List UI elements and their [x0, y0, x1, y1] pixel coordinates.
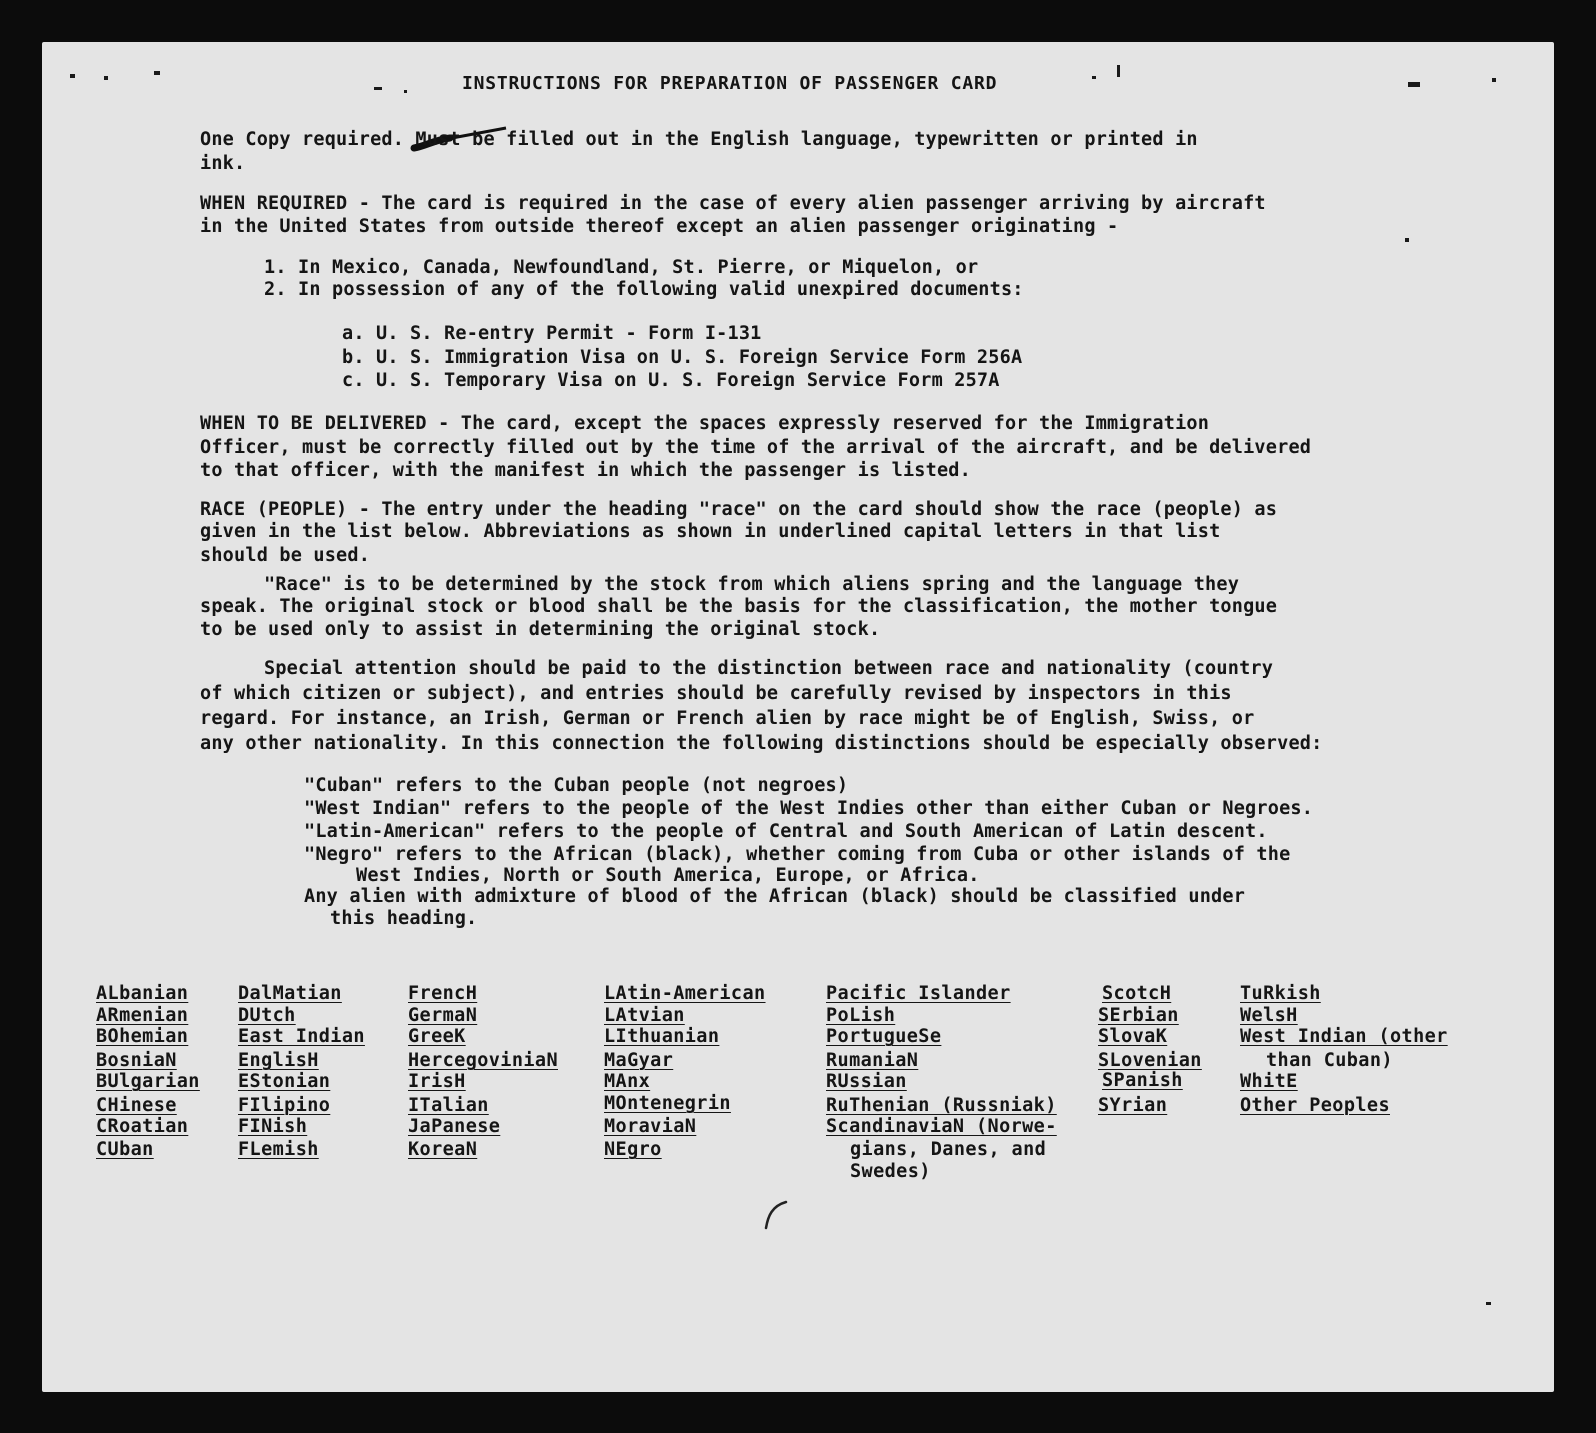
intro-line: ink.	[200, 153, 246, 174]
speck-mark	[104, 76, 108, 80]
race-people-line: given in the list below. Abbreviations as shown in underlined capital letters in that list	[200, 521, 1221, 542]
speck-mark	[374, 87, 382, 90]
race-entry: RUssian	[826, 1071, 907, 1092]
when-delivered-line: to that officer, with the manifest in which the passenger is listed.	[200, 460, 971, 481]
race-entry: Pacific Islander	[826, 983, 1011, 1004]
document-item: b. U. S. Immigration Visa on U. S. Foreign Service Form 256A	[342, 347, 1023, 368]
race-entry: RuThenian (Russniak)	[826, 1095, 1057, 1116]
race-entry: PortugueSe	[826, 1026, 942, 1047]
race-entry: WelsH	[1240, 1005, 1298, 1026]
speck-mark	[1486, 1302, 1491, 1305]
speck-mark	[1117, 65, 1120, 77]
race-entry: EStonian	[238, 1071, 331, 1092]
race-entry: ITalian	[408, 1095, 489, 1116]
race-entry: Other Peoples	[1240, 1095, 1390, 1116]
race-entry: SLovenian	[1098, 1050, 1202, 1071]
distinction-line: Any alien with admixture of blood of the African (black) should be classified under	[304, 886, 1246, 907]
race-people-line: should be used.	[200, 545, 371, 566]
race-entry: IrisH	[408, 1071, 466, 1092]
race-entry: BosniaN	[96, 1050, 177, 1071]
when-required-line: WHEN REQUIRED - The card is required in the case of every alien passenger arriving by aircraft	[200, 193, 1266, 214]
race-entry: CRoatian	[96, 1116, 189, 1137]
race-entry: than Cuban)	[1266, 1050, 1393, 1071]
special-attention-line: any other nationality. In this connection the following distinctions should be especially observed:	[200, 733, 1323, 754]
race-entry: CUban	[96, 1139, 154, 1160]
race-entry: ScandinaviaN (Norwe-	[826, 1116, 1057, 1137]
special-attention-line: Special attention should be paid to the distinction between race and nationality (country	[264, 658, 1274, 679]
origin-item: 2. In possession of any of the following valid unexpired documents:	[264, 279, 1024, 300]
origin-item: 1. In Mexico, Canada, Newfoundland, St. Pierre, or Miquelon, or	[264, 257, 979, 278]
race-entry: SErbian	[1098, 1005, 1179, 1026]
document-item: c. U. S. Temporary Visa on U. S. Foreign Service Form 257A	[342, 370, 1000, 391]
race-entry: LAtin-American	[604, 983, 766, 1004]
distinction-line: "Negro" refers to the African (black), whether coming from Cuba or other islands of the	[304, 844, 1291, 865]
distinction-line: "Cuban" refers to the Cuban people (not negroes)	[304, 775, 849, 796]
special-attention-line: regard. For instance, an Irish, German or French alien by race might be of English, Swiss, or	[200, 708, 1255, 729]
race-entry: FLemish	[238, 1139, 319, 1160]
speck-mark	[1092, 76, 1096, 79]
race-entry: FIlipino	[238, 1095, 331, 1116]
when-required-line: in the United States from outside thereof except an alien passenger originating -	[200, 216, 1119, 237]
race-entry: JaPanese	[408, 1116, 501, 1137]
race-entry: DUtch	[238, 1005, 296, 1026]
race-entry: ARmenian	[96, 1005, 189, 1026]
special-attention-line: of which citizen or subject), and entries should be carefully revised by inspectors in this	[200, 683, 1232, 704]
race-entry: RumaniaN	[826, 1050, 919, 1071]
race-entry: MAnx	[604, 1071, 651, 1092]
race-entry: SYrian	[1098, 1095, 1168, 1116]
race-entry: HercegoviniaN	[408, 1050, 558, 1071]
race-entry: ScotcH	[1102, 983, 1172, 1004]
distinction-line: West Indies, North or South America, Europe, or Africa.	[356, 865, 980, 886]
race-entry: SlovaK	[1098, 1026, 1168, 1047]
race-entry: BUlgarian	[96, 1071, 200, 1092]
race-entry: GreeK	[408, 1026, 466, 1047]
race-entry: EnglisH	[238, 1050, 319, 1071]
distinction-line: "Latin-American" refers to the people of Central and South American of Latin descent.	[304, 821, 1268, 842]
race-entry: PoLish	[826, 1005, 896, 1026]
race-entry: ALbanian	[96, 983, 189, 1004]
race-entry: GermaN	[408, 1005, 478, 1026]
race-entry: TuRkish	[1240, 983, 1321, 1004]
when-delivered-line: Officer, must be correctly filled out by the time of the arrival of the aircraft, and be delivered	[200, 437, 1312, 458]
race-entry: East Indian	[238, 1026, 365, 1047]
document-item: a. U. S. Re-entry Permit - Form I-131	[342, 323, 762, 344]
race-entry: LIthuanian	[604, 1026, 720, 1047]
intro-line: One Copy required. Must be filled out in the English language, typewritten or printed in	[200, 129, 1198, 150]
speck-mark	[1492, 78, 1496, 82]
page-title: INSTRUCTIONS FOR PREPARATION OF PASSENGER CARD	[462, 73, 998, 94]
document-page	[42, 42, 1554, 1392]
race-entry: West Indian (other	[1240, 1026, 1448, 1047]
race-entry: Swedes)	[850, 1161, 931, 1182]
race-entry: BOhemian	[96, 1026, 189, 1047]
speck-mark	[1405, 238, 1409, 242]
when-delivered-line: WHEN TO BE DELIVERED - The card, except the spaces expressly reserved for the Immigration	[200, 413, 1210, 434]
race-entry: NEgro	[604, 1139, 662, 1160]
speck-mark	[404, 90, 407, 93]
distinction-line: this heading.	[330, 908, 478, 929]
race-people-line: RACE (PEOPLE) - The entry under the heading "race" on the card should show the race (people) as	[200, 499, 1278, 520]
race-entry: FINish	[238, 1116, 308, 1137]
race-entry: MaGyar	[604, 1050, 674, 1071]
race-entry: DalMatian	[238, 983, 342, 1004]
race-entry: WhitE	[1240, 1071, 1298, 1092]
race-entry: MoraviaN	[604, 1116, 697, 1137]
distinction-line: "West Indian" refers to the people of the West Indies other than either Cuban or Negroes.	[304, 798, 1314, 819]
speck-mark	[70, 74, 75, 78]
race-entry: MOntenegrin	[604, 1093, 731, 1114]
speck-mark	[1408, 82, 1420, 87]
race-entry: gians, Danes, and	[850, 1139, 1047, 1160]
race-definition-line: speak. The original stock or blood shall be the basis for the classification, the mother tongue	[200, 596, 1278, 617]
race-entry: SPanish	[1102, 1070, 1183, 1091]
pen-tick-mark	[760, 1198, 790, 1232]
race-entry: KoreaN	[408, 1139, 478, 1160]
race-entry: FrencH	[408, 983, 478, 1004]
race-entry: CHinese	[96, 1095, 177, 1116]
race-definition-line: to be used only to assist in determining the original stock.	[200, 619, 881, 640]
speck-mark	[154, 71, 160, 75]
race-definition-line: "Race" is to be determined by the stock from which aliens spring and the language they	[264, 574, 1240, 595]
race-entry: LAtvian	[604, 1005, 685, 1026]
